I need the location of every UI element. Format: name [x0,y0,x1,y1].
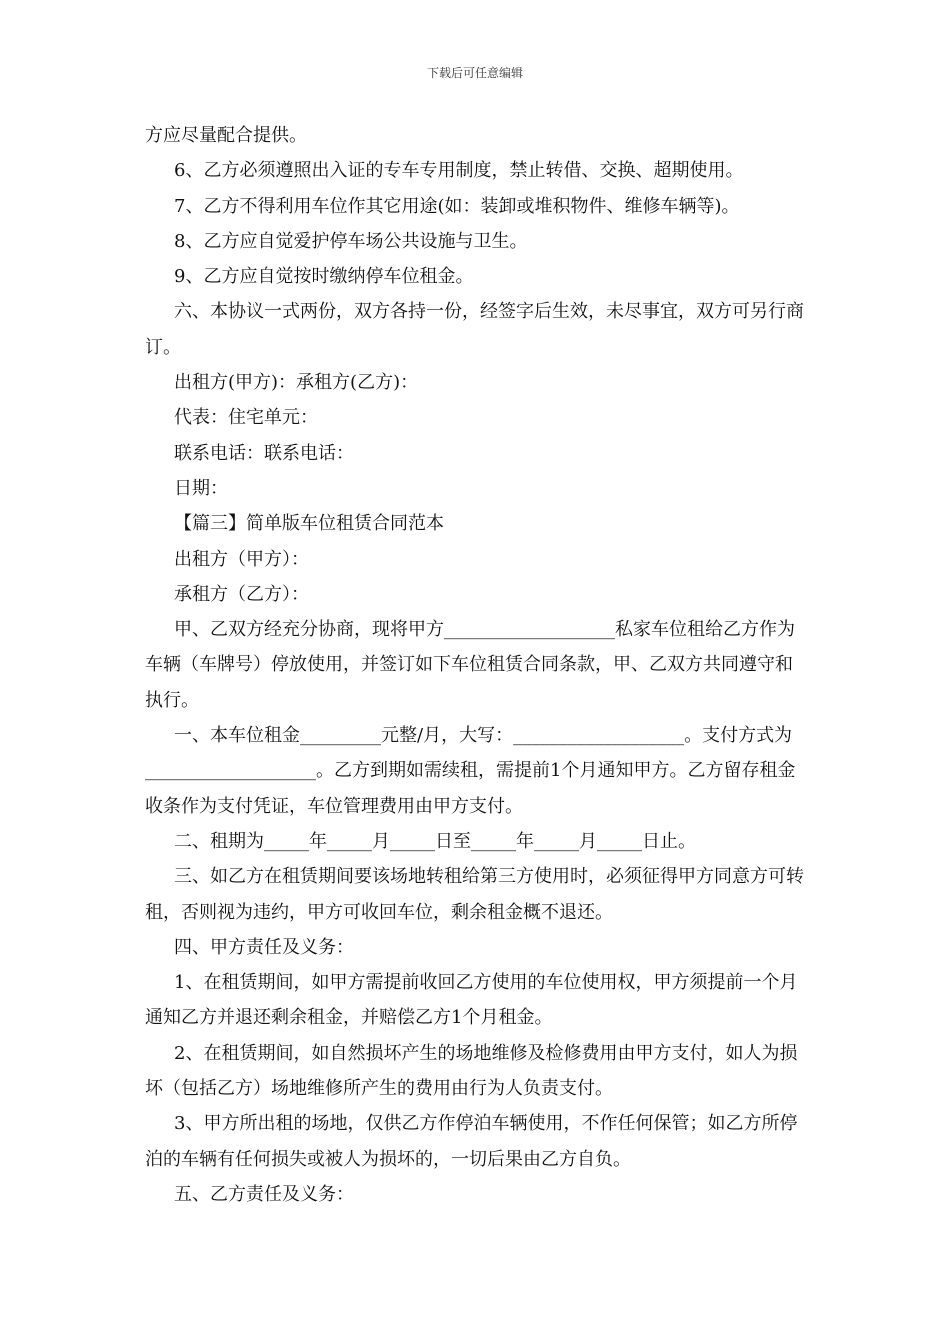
paragraph: 2、在租赁期间，如自然损坏产生的场地维修及检修费用由甲方支付，如人为损坏（包括乙方）场地维修所产生的费用由行为人负责支付。 [145,1042,798,1100]
paragraph: 6、乙方必须遵照出入证的专车专用制度，禁止转借、交换、超期使用。 [174,160,744,182]
paragraph: 甲、乙双方经充分协商，现将甲方___________________私家车位租给乙方作为车辆（车牌号）停放使用，并签订如下车位租赁合同条款，甲、乙双方共同遵守和执行。 [145,619,795,711]
document-body [145,118,808,1212]
paragraph: 联系电话：联系电话： [174,442,354,464]
paragraph: 9、乙方应自觉按时缴纳停车位租金。 [174,266,474,288]
paragraph: 六、本协议一式两份，双方各持一份，经签字后生效，未尽事宜，双方可另行商订。 [145,301,804,358]
paragraph: 承租方（乙方）： [174,583,309,605]
page-header: 下载后可任意编辑 [426,66,523,80]
paragraph: 代表：住宅单元： [174,407,318,429]
paragraph: 四、甲方责任及义务： [174,936,354,958]
paragraph: 出租方(甲方)：承租方(乙方)： [174,372,419,394]
paragraph: 8、乙方应自觉爱护停车场公共设施与卫生。 [174,230,528,252]
paragraph: 出租方（甲方）： [174,548,309,570]
paragraph: 7、乙方不得利用车位作其它用途(如：装卸或堆积物件、维修车辆等)。 [174,195,740,217]
section-heading: 【篇三】简单版车位租赁合同范本 [174,513,444,535]
paragraph: 1、在租赁期间，如甲方需提前收回乙方使用的车位使用权，甲方须提前一个月通知乙方并退还剩余租金，并赔偿乙方1个月租金。 [145,972,798,1029]
paragraph: 二、租期为_____年_____月_____日至_____年_____月_____日止。 [174,830,696,852]
paragraph: 方应尽量配合提供。 [145,125,307,146]
paragraph: 3、甲方所出租的场地，仅供乙方作停泊车辆使用，不作任何保管；如乙方所停泊的车辆有任何损失或被人为损坏的，一切后果由乙方自负。 [145,1113,798,1170]
paragraph: 三、如乙方在租赁期间要该场地转租给第三方使用时，必须征得甲方同意方可转租，否则视为违约，甲方可收回车位，剩余租金概不退还。 [145,866,804,923]
paragraph: 日期： [174,477,228,499]
paragraph: 五、乙方责任及义务： [174,1183,354,1205]
paragraph: 一、本车位租金_________元整/月，大写：___________________。支付方式为___________________。乙方到期如需续租，需提前1个月通知甲方。乙方留存租金收条作为支付凭证，车位管理费用由甲方支付。 [145,725,796,817]
